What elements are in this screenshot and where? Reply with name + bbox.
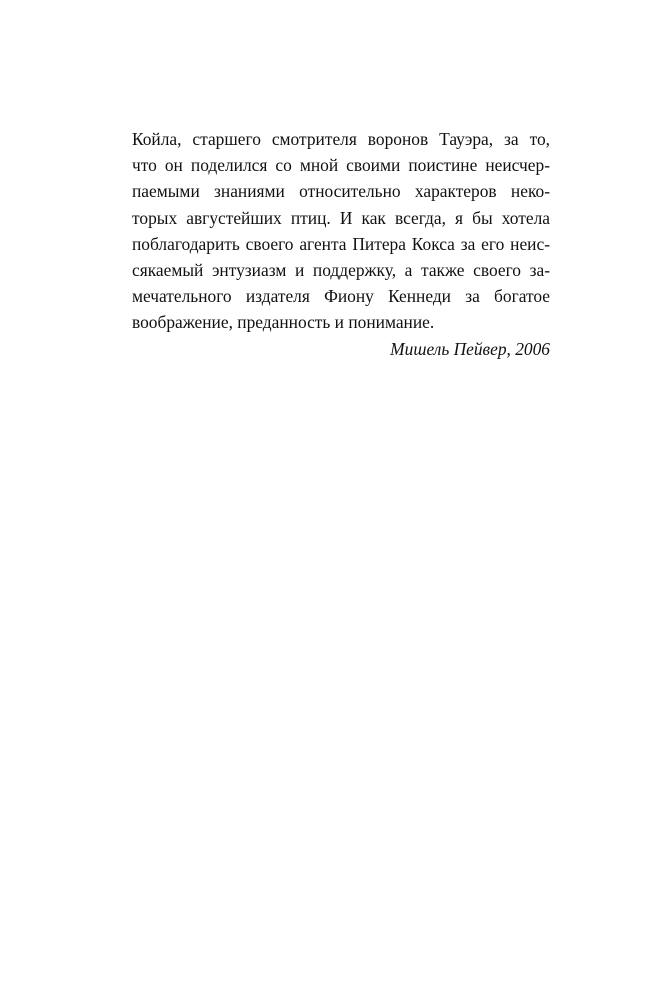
text-line: торых августейших птиц. И как всегда, я бы хотела xyxy=(132,207,550,228)
text-line: поблагодарить своего агента Питера Кокса за его неис- xyxy=(132,233,550,254)
text-line: сякаемый энтузиазм и поддержку, а также своего за- xyxy=(132,259,550,280)
acknowledgement-text xyxy=(132,126,550,362)
text-line: паемыми знаниями относительно характеров неко- xyxy=(132,181,550,202)
text-line: мечательного издателя Фиону Кеннеди за богатое xyxy=(132,286,550,307)
text-line: что он поделился со мной своими поистине неисчер- xyxy=(132,155,550,176)
text-line: Койла, старшего смотрителя воронов Тауэра, за то, xyxy=(132,129,550,149)
text-line: воображение, преданность и понимание. xyxy=(132,312,435,333)
author-signature: Мишель Пейвер, 2006 xyxy=(390,338,550,359)
